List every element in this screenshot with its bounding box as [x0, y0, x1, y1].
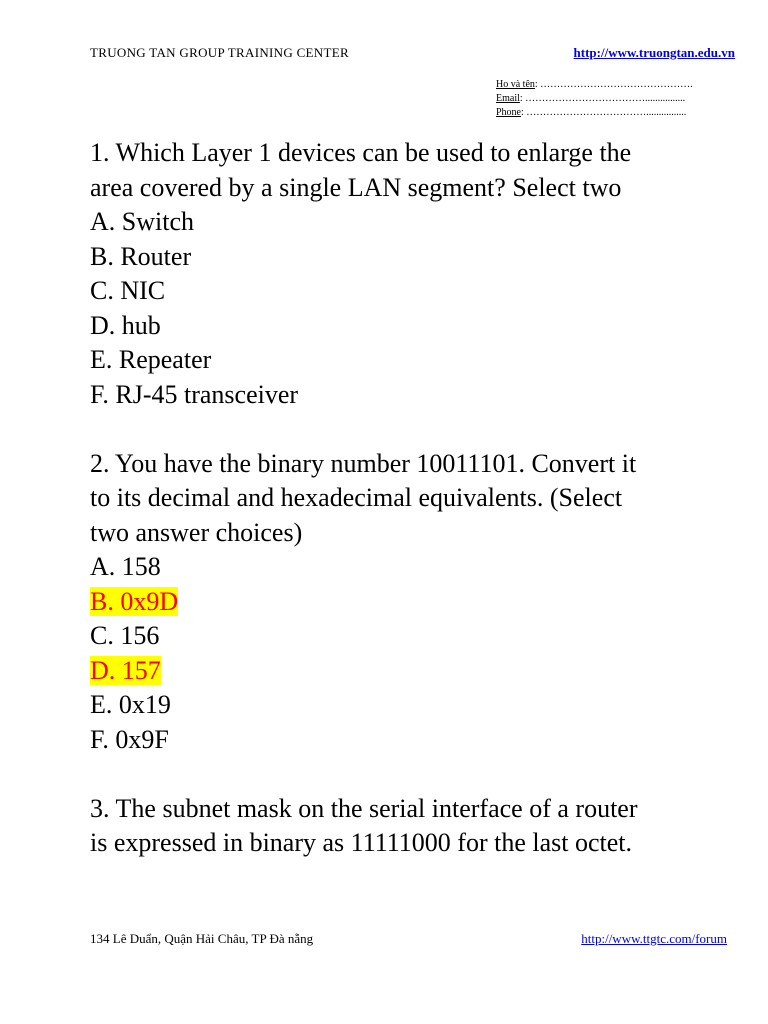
header-website-link[interactable]: http://www.truongtan.edu.vn [573, 45, 735, 60]
highlighted-answer: B. 0x9D [90, 586, 179, 616]
highlighted-answer: D. 157 [90, 655, 161, 685]
question-2-option-a: A. 158 [90, 552, 161, 581]
question-1-option-a: A. Switch [90, 207, 194, 236]
question-2-option-e: E. 0x19 [90, 690, 171, 719]
question-3-text-line: 3. The subnet mask on the serial interface of a router [90, 793, 638, 823]
footer-address: 134 Lê Duẩn, Quận Hải Châu, TP Đà nẵng [90, 931, 314, 946]
question-2-text-line: two answer choices) [90, 517, 303, 547]
footer-forum-link[interactable]: http://www.ttgtc.com/forum [581, 931, 727, 946]
email-line [496, 92, 746, 106]
question-1-option-e: E. Repeater [90, 345, 212, 374]
question-1-text-line: 1. Which Layer 1 devices can be used to enlarge the [90, 138, 632, 167]
question-2 [90, 447, 740, 758]
question-1-option-c: C. NIC [90, 276, 166, 305]
spacer [90, 412, 740, 447]
header-org-name: TRUONG TAN GROUP TRAINING CENTER [90, 45, 349, 60]
question-2-option-c: C. 156 [90, 621, 160, 650]
email-blank: : ………………………………................ [519, 93, 686, 104]
phone-blank: : ………………………………................ [521, 107, 687, 118]
question-2-text-line: 2. You have the binary number 10011101. Convert it [90, 448, 637, 478]
phone-line [496, 106, 746, 120]
question-3 [90, 792, 740, 861]
name-label: Ho và tên [496, 79, 535, 90]
student-info-block [496, 78, 746, 120]
spacer [90, 757, 740, 792]
question-3-text-line: is expressed in binary as 11111000 for the last octet. [90, 828, 633, 857]
email-label: Email [496, 93, 520, 104]
question-1-text-line: area covered by a single LAN segment? Select two [90, 172, 622, 202]
question-2-option-b [90, 585, 740, 620]
question-2-text-line: to its decimal and hexadecimal equivalents. (Select [90, 483, 623, 512]
name-line [496, 78, 746, 92]
question-1 [90, 136, 740, 412]
question-content [90, 136, 740, 861]
phone-label: Phone [496, 107, 521, 118]
question-2-option-f: F. 0x9F [90, 724, 169, 754]
question-2-option-d [90, 654, 740, 689]
name-blank: : ………………………………………. [534, 79, 693, 90]
question-1-option-f: F. RJ-45 transceiver [90, 379, 299, 409]
question-1-option-d: D. hub [90, 310, 161, 340]
question-1-option-b: B. Router [90, 241, 192, 271]
